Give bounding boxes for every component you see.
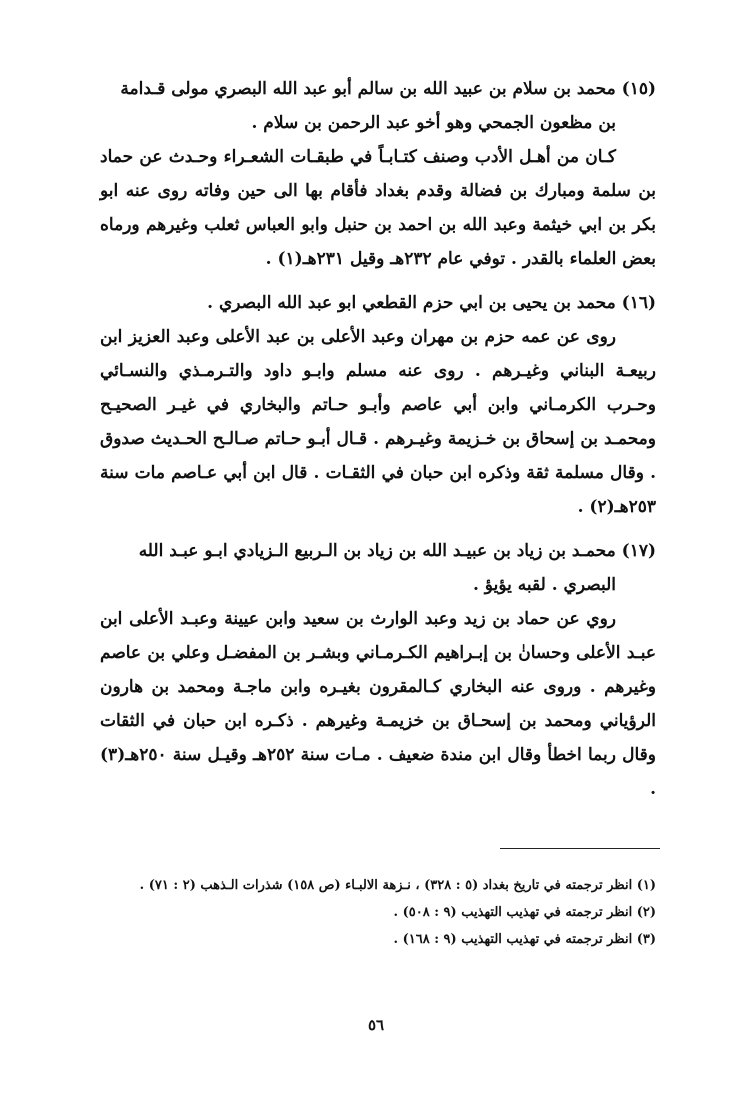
entry-gap xyxy=(100,524,656,534)
footnote-1: (١) انظر ترجمته في تاريخ بغداد (٥ : ٣٢٨) ، نـزهة الالبـاء (ص ١٥٨) شذرات الـذهب (٢ : ٧١) . xyxy=(139,878,656,893)
footnote-3: (٣) انظر ترجمته في تهذيب التهذيب (٩ : ١٦٨) . xyxy=(393,932,656,947)
main-text xyxy=(100,72,656,806)
entry-15-body: كـان من أهـل الأدب وصنف كتـابـاً في طبقـات الشعـراء وحـدث عن حماد بن سلمة ومبارك بن فضالة وقدم بغداد فأقام بها الى حين وفاته روى عنه ابو بكر بن ابي خيثمة وعبد الله بن احمد بن حنبل وابو العباس ثعلب وغيرهم ورماه بعض العلماء بالقدر . توفي عام ٢٣٢هـ وقيل ٢٣١هـ(١) . xyxy=(100,147,656,269)
entry-16-heading: (١٦) محمد بن يحيى بن ابي حزم القطعي ابو عبد الله البصري . xyxy=(207,293,656,313)
footnotes xyxy=(108,872,656,953)
footnote-2: (٢) انظر ترجمته في تهذيب التهذيب (٩ : ٥٠٨) . xyxy=(393,905,656,920)
entry-15-heading: (١٥) محمد بن سلام بن عبيد الله بن سالم أبو عبد الله البصري مولى قـدامة xyxy=(120,79,656,99)
footnote-divider xyxy=(500,848,660,849)
entry-gap xyxy=(100,276,656,286)
entry-17-body: روي عن حماد بن زيد وعبد الوارث بن سعيد وابن عيينة وعبـد الأعلى ابن عبـد الأعلى وحسانٰ بن إبـراهيم الكـرمـاني وبشـر بن المفضـل وعلي بن عاصم وغيرهم . وروى عنه البخاري كـالمقرون بغيـره وابن ماجـة ومحمد بن هارون الرؤياني ومحمد بن إسحـاق بن خزيمـة وغيرهم . ذكـره ابن حبان في الثقات وقال ربما اخطأ وقال ابن مندة ضعيف . مـات سنة ٢٥٢هـ وقيـل سنة ٢٥٠هـ(٣) . xyxy=(100,609,657,799)
page-number: ٥٦ xyxy=(367,1016,385,1034)
entry-17-heading: (١٧) محمـد بن زياد بن عبيـد الله بن زياد بن الـربيع الـزيادي ابـو عبـد الله xyxy=(138,541,656,561)
entry-17-heading-continued: البصري . لقبه يؤيؤ . xyxy=(472,575,616,595)
entry-16-body: روى عن عمه حزم بن مهران وعبد الأعلى بن عبد الأعلى وعبد العزيز ابن ربيعـة البناني وغيـرهم . روى عنه مسلم وابـو داود والتـرمـذي والنسـائي وحـرب الكرمـاني وابن أبي عاصم وأبـو حـاتم والبخاري في غيـر الصحيـح ومحمـد بن إسحاق بن خـزيمة وغيـرهم . قـال أبـو حـاتم صـالـح الحـديث صدوق . وقال مسلمة ثقة وذكره ابن حبان في الثقـات . قال ابن أبي عـاصم مات سنة ٢٥٣هـ(٢) . xyxy=(100,327,656,517)
entry-15-heading-continued: بن مظعون الجمحي وهو أخو عبد الرحمن بن سلام . xyxy=(251,113,616,133)
